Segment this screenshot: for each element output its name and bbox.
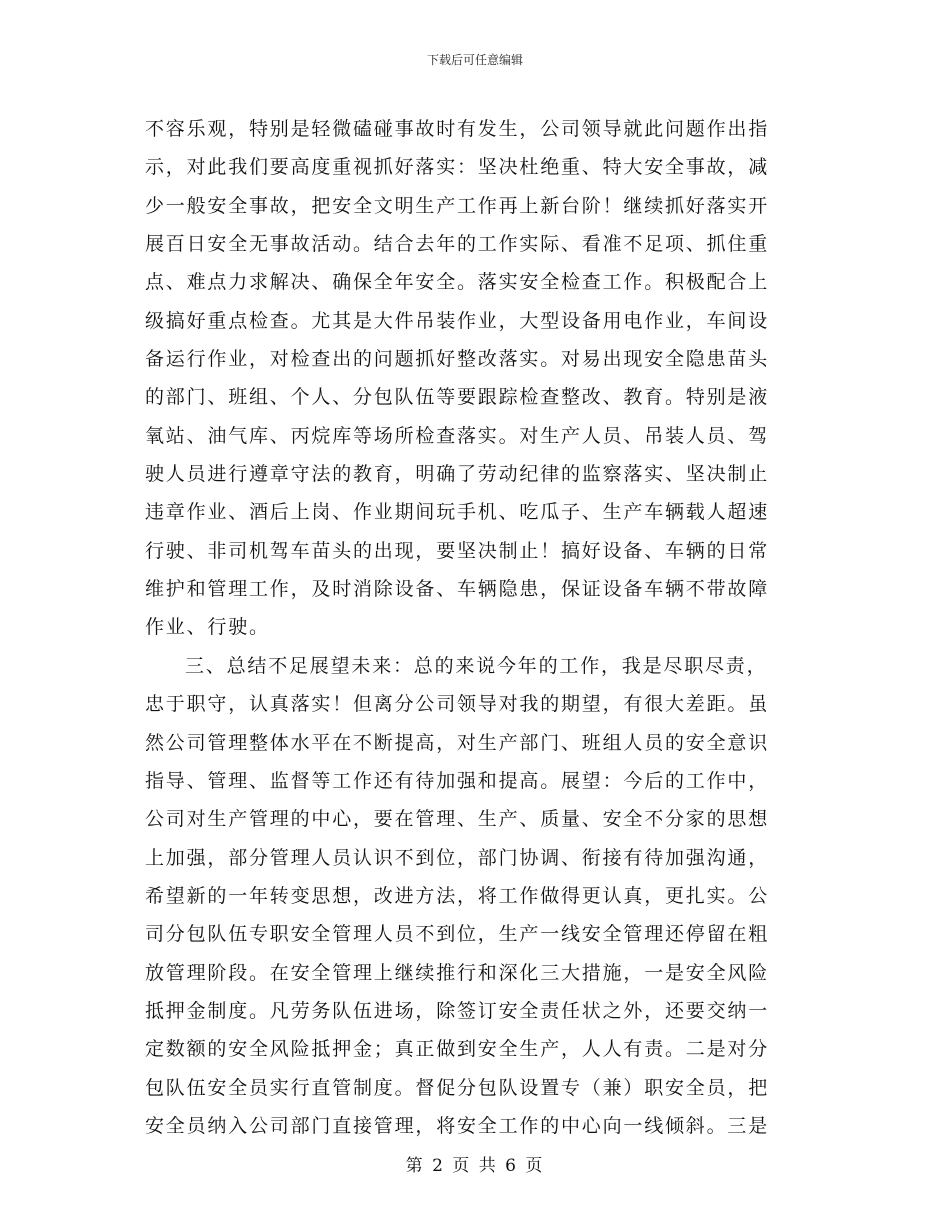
text-line: 级搞好重点检查。尤其是大件吊装作业，大型设备用电作业，车间设 bbox=[145, 309, 770, 332]
text-line: 展百日安全无事故活动。结合去年的工作实际、看准不足项、抓住重 bbox=[145, 233, 770, 256]
text-line: 不容乐观，特别是轻微磕碰事故时有发生，公司领导就此问题作出指 bbox=[145, 118, 770, 140]
page-header: 下载后可任意编辑 bbox=[426, 53, 523, 67]
text-line: 作业、行驶。 bbox=[145, 616, 270, 639]
text-line: 包队伍安全员实行直管制度。督促分包队设置专（兼）职安全员，把 bbox=[145, 1076, 770, 1099]
text-line: 希望新的一年转变思想，改进方法，将工作做得更认真，更扎实。公 bbox=[145, 884, 770, 907]
text-line: 放管理阶段。在安全管理上继续推行和深化三大措施，一是安全风险 bbox=[145, 961, 770, 984]
text-line: 上加强，部分管理人员认识不到位，部门协调、衔接有待加强沟通， bbox=[145, 846, 770, 869]
text-line: 公司对生产管理的中心，要在管理、生产、质量、安全不分家的思想 bbox=[145, 808, 770, 831]
text-line: 驶人员进行遵章守法的教育，明确了劳动纪律的监察落实、坚决制止 bbox=[145, 463, 770, 486]
section-heading-line: 三、总结不足展望未来：总的来说今年的工作，我是尽职尽责， bbox=[185, 654, 768, 677]
text-line: 点、难点力求解决、确保全年安全。落实安全检查工作。积极配合上 bbox=[145, 271, 770, 294]
text-line: 司分包队伍专职安全管理人员不到位，生产一线安全管理还停留在粗 bbox=[145, 923, 770, 946]
text-line: 然公司管理整体水平在不断提高，对生产部门、班组人员的安全意识 bbox=[145, 731, 770, 754]
text-line: 维护和管理工作，及时消除设备、车辆隐患，保证设备车辆不带故障 bbox=[145, 578, 770, 601]
text-line: 指导、管理、监督等工作还有待加强和提高。展望：今后的工作中， bbox=[145, 769, 770, 792]
page-number-footer: 第 2 页 共 6 页 bbox=[405, 1156, 545, 1176]
text-line: 示，对此我们要高度重视抓好落实：坚决杜绝重、特大安全事故，减 bbox=[145, 156, 770, 179]
text-line: 定数额的安全风险抵押金；真正做到安全生产，人人有责。二是对分 bbox=[145, 1038, 770, 1061]
text-line: 违章作业、酒后上岗、作业期间玩手机、吃瓜子、生产车辆载人超速 bbox=[145, 501, 770, 524]
text-line: 备运行作业，对检查出的问题抓好整改落实。对易出现安全隐患苗头 bbox=[145, 348, 770, 371]
body-text bbox=[145, 110, 805, 1145]
text-line: 氧站、油气库、丙烷库等场所检查落实。对生产人员、吊装人员、驾 bbox=[145, 424, 770, 447]
text-line: 行驶、非司机驾车苗头的出现，要坚决制止！搞好设备、车辆的日常 bbox=[145, 539, 770, 562]
text-line: 的部门、班组、个人、分包队伍等要跟踪检查整改、教育。特别是液 bbox=[145, 386, 770, 409]
text-line: 抵押金制度。凡劳务队伍进场，除签订安全责任状之外，还要交纳一 bbox=[145, 999, 770, 1022]
text-line: 安全员纳入公司部门直接管理，将安全工作的中心向一线倾斜。三是 bbox=[145, 1114, 770, 1137]
text-line: 忠于职守，认真落实！但离分公司领导对我的期望，有很大差距。虽 bbox=[145, 693, 770, 716]
text-line: 少一般安全事故，把安全文明生产工作再上新台阶！继续抓好落实开 bbox=[145, 194, 770, 217]
